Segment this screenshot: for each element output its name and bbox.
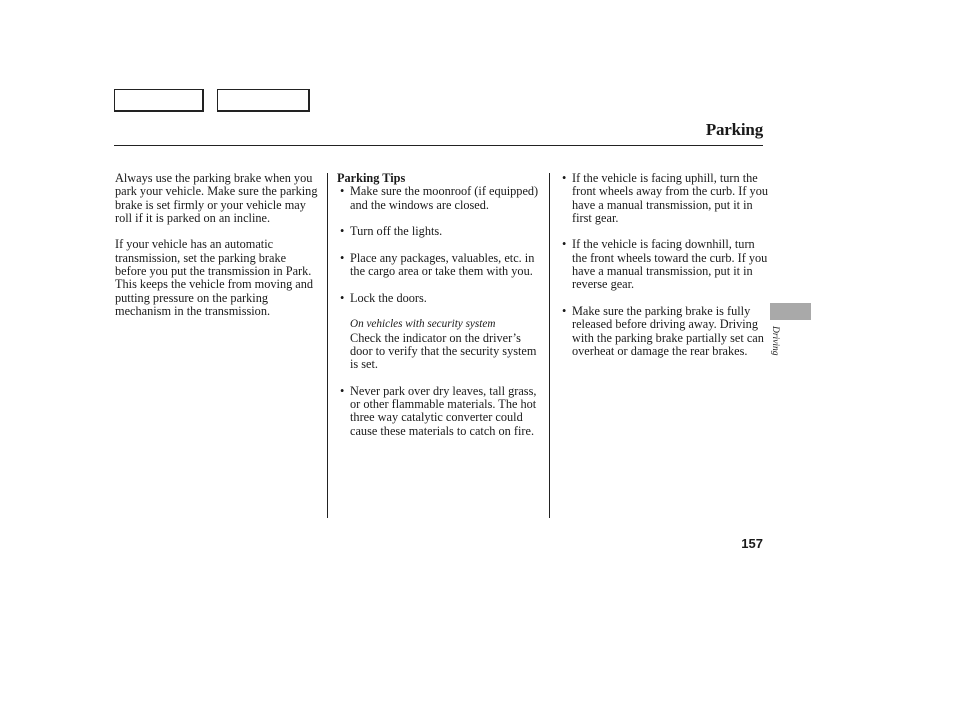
list-item-text: Never park over dry leaves, tall grass, or other flammable materials. The hot three way catalytic converter could cause these materials to catch on fire. <box>350 383 537 438</box>
column-parking-tips <box>337 172 542 451</box>
list-item-text: Make sure the moonroof (if equipped) and the windows are closed. <box>350 184 539 212</box>
list-item-text: Lock the doors. <box>350 290 427 305</box>
bullet-icon: • <box>562 237 567 252</box>
list-item <box>559 305 769 358</box>
previous-page-button[interactable] <box>114 89 204 112</box>
list-item <box>337 292 542 305</box>
section-tab[interactable] <box>770 303 811 320</box>
note-heading: On vehicles with security system <box>350 318 496 331</box>
bullet-icon: • <box>340 184 345 199</box>
intro-paragraph: If your vehicle has an automatic transmission, set the parking brake before you put the transmission in Park. This keeps the vehicle from moving and putting pressure on the parking mechanism in the transmission. <box>115 237 314 318</box>
column-intro <box>115 172 320 332</box>
list-item-text: Make sure the parking brake is fully released before driving away. Driving with the parking brake partially set can overheat or damage the rear brakes. <box>572 303 764 358</box>
column-divider <box>327 173 328 518</box>
list-item <box>559 238 769 291</box>
column-divider <box>549 173 550 518</box>
page-number: 157 <box>741 536 763 551</box>
bullet-icon: • <box>340 250 345 265</box>
next-page-button[interactable] <box>217 89 310 112</box>
section-heading: Parking Tips <box>337 171 406 185</box>
bullet-icon: • <box>340 383 345 398</box>
intro-paragraph: Always use the parking brake when you park your vehicle. Make sure the parking brake is set firmly or your vehicle may roll if it is parked on an incline. <box>115 171 318 225</box>
list-item-text: Place any packages, valuables, etc. in the cargo area or take them with you. <box>350 250 535 279</box>
bullet-icon: • <box>340 224 345 239</box>
bullet-icon: • <box>340 290 345 305</box>
section-label: Driving <box>770 326 780 356</box>
list-item <box>559 172 769 225</box>
bullet-icon: • <box>562 303 567 318</box>
note-body: Check the indicator on the driver’s door to verify that the security system is set. <box>350 330 537 372</box>
list-item <box>337 225 542 238</box>
list-item <box>337 252 542 279</box>
list-item <box>337 185 542 212</box>
page-title: Parking <box>705 120 763 139</box>
list-item <box>337 385 542 438</box>
column-wheel-tips <box>559 172 769 371</box>
list-item-text: If the vehicle is facing uphill, turn the front wheels away from the curb. If you have a manual transmission, put it in first gear. <box>572 171 768 225</box>
list-item-text: If the vehicle is facing downhill, turn the front wheels toward the curb. If you have a manual transmission, put it in reverse gear. <box>572 237 768 292</box>
title-rule <box>114 145 763 146</box>
bullet-icon: • <box>562 171 567 185</box>
list-item-text: Turn off the lights. <box>350 224 443 239</box>
